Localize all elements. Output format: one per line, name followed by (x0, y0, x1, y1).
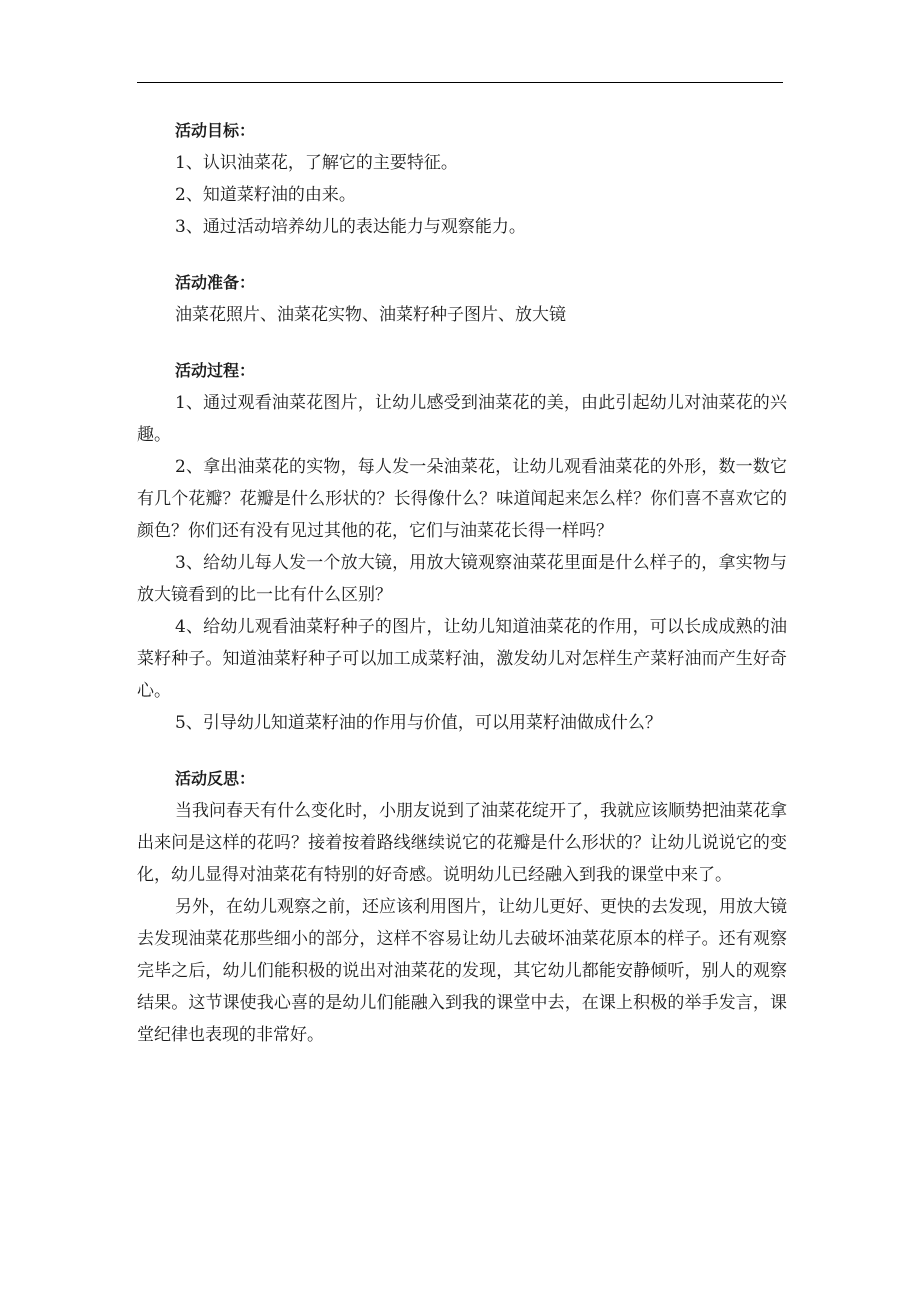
process-step: 1、通过观看油菜花图片，让幼儿感受到油菜花的美，由此引起幼儿对油菜花的兴趣。 (137, 393, 787, 445)
list-item: 2、知道菜籽油的由来。 (175, 185, 356, 205)
list-item: 1、认识油菜花，了解它的主要特征。 (175, 153, 458, 173)
document-body (137, 115, 787, 1051)
section-heading: 活动反思： (175, 769, 256, 788)
section-heading: 活动目标： (175, 121, 256, 140)
reflection-paragraph: 另外，在幼儿观察之前，还应该利用图片，让幼儿更好、更快的去发现，用放大镜去发现油菜花那些细小的部分，这样不容易让幼儿去破坏油菜花原本的样子。还有观察完毕之后，幼儿们能积极的说出对油菜花的发现，其它幼儿都能安静倾听，别人的观察结果。这节课使我心喜的是幼儿们能融入到我的课堂中去，在课上积极的举手发言，课堂纪律也表现的非常好。 (137, 897, 787, 1045)
header-rule (137, 82, 783, 83)
section-reflection (137, 763, 787, 1051)
process-step: 2、拿出油菜花的实物，每人发一朵油菜花，让幼儿观看油菜花的外形，数一数它有几个花瓣？花瓣是什么形状的？长得像什么？味道闻起来怎么样？你们喜不喜欢它的颜色？你们还有没有见过其他的花，它们与油菜花长得一样吗？ (137, 457, 787, 541)
section-heading: 活动过程： (175, 361, 256, 380)
process-step: 3、给幼儿每人发一个放大镜，用放大镜观察油菜花里面是什么样子的，拿实物与放大镜看到的比一比有什么区别？ (137, 553, 787, 605)
process-step: 4、给幼儿观看油菜籽种子的图片，让幼儿知道油菜花的作用，可以长成成熟的油菜籽种子。知道油菜籽种子可以加工成菜籽油，激发幼儿对怎样生产菜籽油而产生好奇心。 (137, 617, 787, 701)
section-process (137, 355, 787, 739)
section-heading: 活动准备： (175, 273, 256, 292)
section-goals (137, 115, 787, 243)
process-step: 5、引导幼儿知道菜籽油的作用与价值，可以用菜籽油做成什么？ (175, 713, 662, 733)
materials-text: 油菜花照片、油菜花实物、油菜籽种子图片、放大镜 (175, 305, 566, 325)
reflection-paragraph: 当我问春天有什么变化时，小朋友说到了油菜花绽开了，我就应该顺势把油菜花拿出来问是这样的花吗？接着按着路线继续说它的花瓣是什么形状的？让幼儿说说它的变化，幼儿显得对油菜花有特别的好奇感。说明幼儿已经融入到我的课堂中来了。 (137, 801, 787, 885)
section-prep (137, 267, 787, 331)
list-item: 3、通过活动培养幼儿的表达能力与观察能力。 (175, 217, 526, 237)
